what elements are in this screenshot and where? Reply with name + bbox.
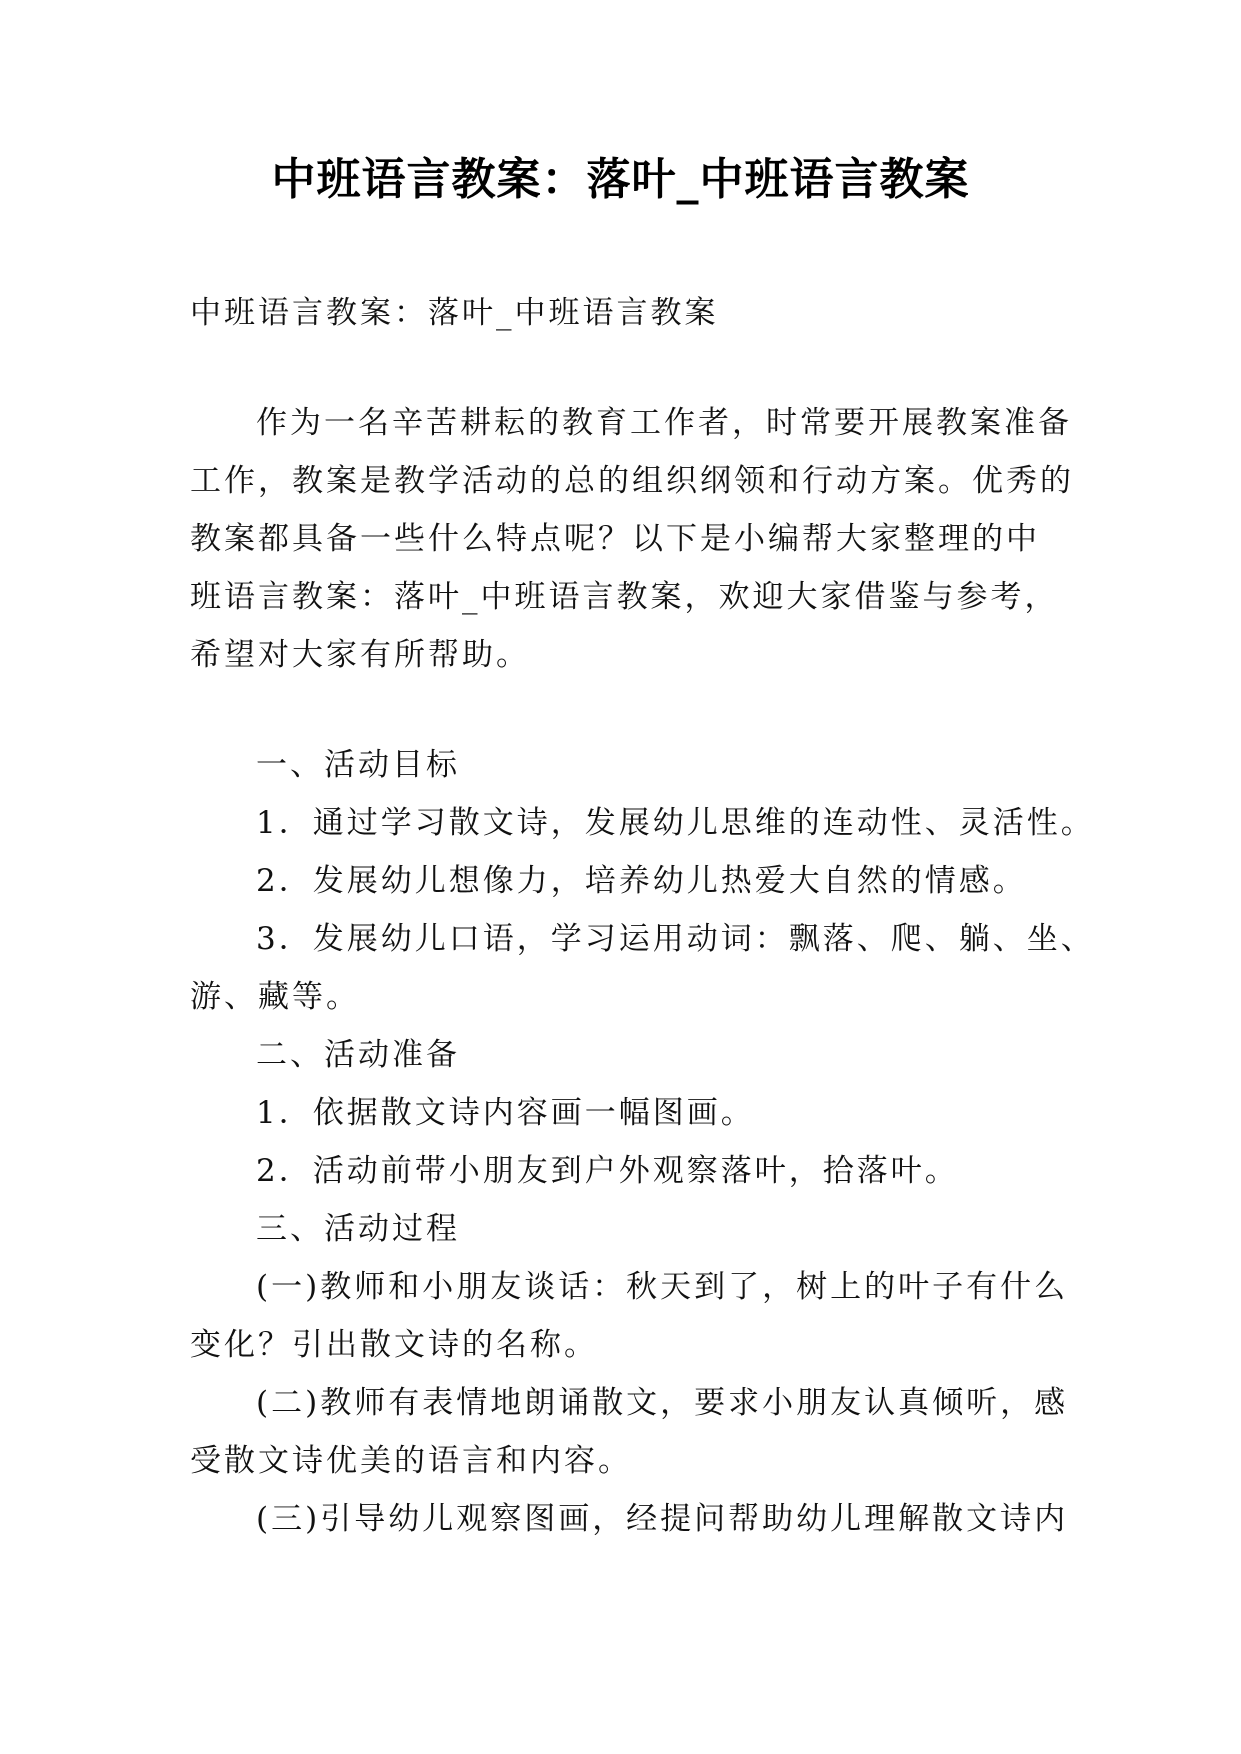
document-title: 中班语言教案：落叶_中班语言教案 bbox=[271, 154, 970, 205]
section-heading-goals: 一、活动目标 bbox=[256, 747, 460, 783]
process-step-2-continuation: 受散文诗优美的语言和内容。 bbox=[190, 1443, 632, 1479]
preparation-item-2: 2．活动前带小朋友到户外观察落叶，拾落叶。 bbox=[256, 1153, 959, 1189]
process-step-2: (二)教师有表情地朗诵散文，要求小朋友认真倾听，感 bbox=[256, 1385, 1069, 1421]
section-heading-process: 三、活动过程 bbox=[256, 1211, 460, 1247]
intro-line: 教案都具备一些什么特点呢？以下是小编帮大家整理的中 bbox=[190, 521, 1040, 557]
document-subtitle: 中班语言教案：落叶_中班语言教案 bbox=[190, 295, 719, 331]
intro-line: 工作，教案是教学活动的总的组织纲领和行动方案。优秀的 bbox=[190, 463, 1074, 499]
goal-item-3-continuation: 游、藏等。 bbox=[190, 979, 360, 1015]
document-body bbox=[190, 284, 1095, 1548]
intro-line: 班语言教案：落叶_中班语言教案，欢迎大家借鉴与参考， bbox=[190, 579, 1059, 615]
section-heading-preparation: 二、活动准备 bbox=[256, 1037, 460, 1073]
process-step-3: (三)引导幼儿观察图画，经提问帮助幼儿理解散文诗内 bbox=[256, 1501, 1069, 1537]
preparation-item-1: 1．依据散文诗内容画一幅图画。 bbox=[256, 1095, 755, 1131]
process-step-1: (一)教师和小朋友谈话：秋天到了，树上的叶子有什么 bbox=[256, 1269, 1069, 1305]
goal-item-3: 3．发展幼儿口语，学习运用动词：飘落、爬、躺、坐、 bbox=[256, 921, 1095, 957]
intro-line: 作为一名辛苦耕耘的教育工作者，时常要开展教案准备 bbox=[256, 405, 1072, 441]
intro-paragraph bbox=[190, 394, 1074, 684]
process-step-1-continuation: 变化？引出散文诗的名称。 bbox=[190, 1327, 598, 1363]
goal-item-2: 2．发展幼儿想像力，培养幼儿热爱大自然的情感。 bbox=[256, 863, 1027, 899]
intro-line: 希望对大家有所帮助。 bbox=[190, 637, 530, 673]
goal-item-1: 1．通过学习散文诗，发展幼儿思维的连动性、灵活性。 bbox=[256, 805, 1095, 841]
